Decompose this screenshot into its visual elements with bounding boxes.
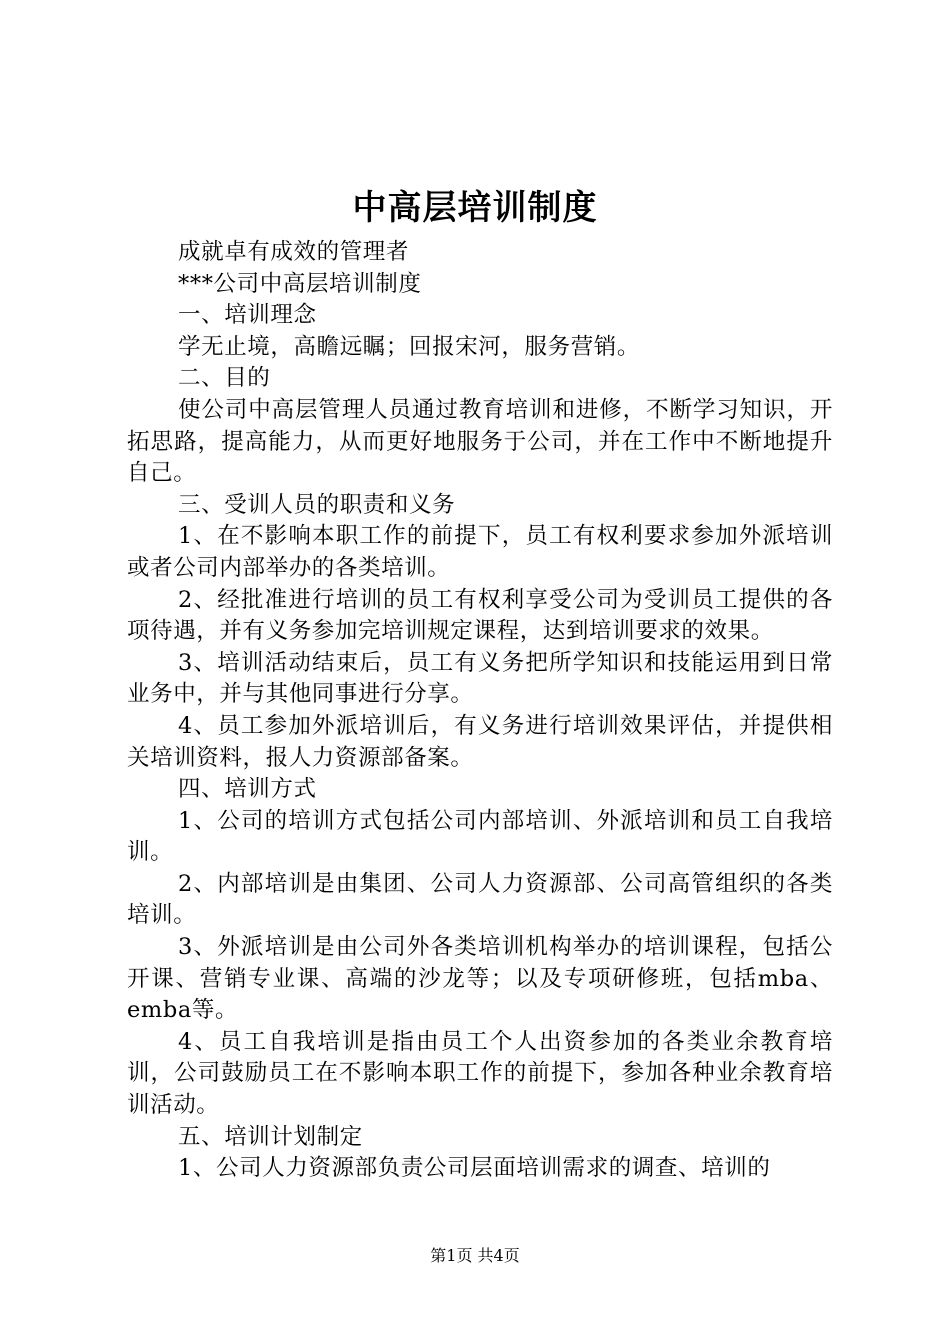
section-heading: 一、培训理念: [178, 302, 317, 329]
paragraph: 3、培训活动结束后，员工有义务把所学知识和技能运用到日常业务中，并与其他同事进行分享。: [127, 649, 833, 708]
paragraph: 使公司中高层管理人员通过教育培训和进修，不断学习知识，开拓思路，提高能力，从而更好地服务于公司，并在工作中不断地提升自己。: [127, 396, 833, 487]
page-footer: 第1页 共4页: [430, 1246, 520, 1265]
document-body: [127, 237, 833, 1185]
paragraph: 成就卓有成效的管理者: [178, 239, 410, 265]
paragraph: 4、员工参加外派培训后，有义务进行培训效果评估，并提供相关培训资料，报人力资源部备案。: [127, 712, 833, 771]
document-title: 中高层培训制度: [352, 188, 598, 228]
paragraph: 2、经批准进行培训的员工有权利享受公司为受训员工提供的各项待遇，并有义务参加完培训规定课程，达到培训要求的效果。: [127, 586, 833, 645]
section-heading: 三、受训人员的职责和义务: [178, 491, 456, 518]
paragraph: 1、在不影响本职工作的前提下，员工有权利要求参加外派培训或者公司内部举办的各类培训。: [127, 523, 833, 581]
paragraph: 1、公司人力资源部负责公司层面培训需求的调查、培训的: [178, 1155, 771, 1182]
paragraph: 2、内部培训是由集团、公司人力资源部、公司高管组织的各类培训。: [127, 870, 833, 929]
paragraph: ***公司中高层培训制度: [178, 270, 422, 297]
paragraph: 学无止境，高瞻远瞩；回报宋河，服务营销。: [178, 333, 641, 360]
paragraph: 3、外派培训是由公司外各类培训机构举办的培训课程，包括公开课、营销专业课、高端的沙龙等；以及专项研修班，包括mba、emba等。: [127, 934, 833, 1024]
section-heading: 四、培训方式: [178, 776, 317, 803]
section-heading: 五、培训计划制定: [178, 1123, 363, 1150]
paragraph: 1、公司的培训方式包括公司内部培训、外派培训和员工自我培训。: [127, 807, 833, 866]
paragraph: 4、员工自我培训是指由员工个人出资参加的各类业余教育培训，公司鼓励员工在不影响本职工作的前提下，参加各种业余教育培训活动。: [127, 1028, 833, 1119]
section-heading: 二、目的: [178, 365, 271, 392]
